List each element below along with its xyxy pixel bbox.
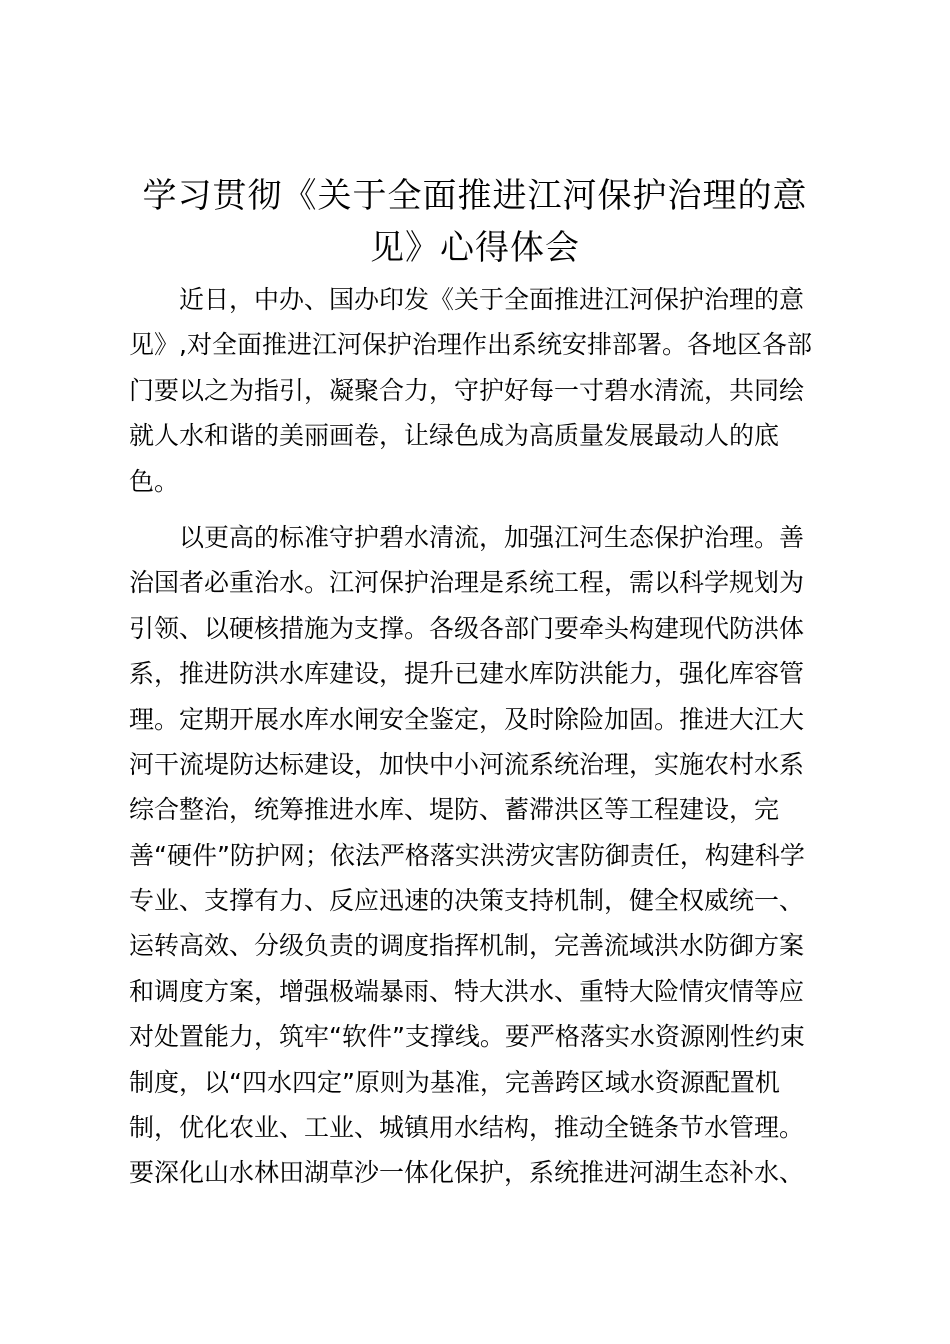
- paragraph-line: 制度，以“四水四定”原则为基准，完善跨区域水资源配置机: [129, 1067, 780, 1097]
- paragraph-line: 善“硬件”防护网；依法严格落实洪涝灾害防御责任，构建科学: [129, 840, 805, 870]
- paragraph-line: 治国者必重治水。江河保护治理是系统工程，需以科学规划为: [129, 568, 805, 598]
- paragraph-spacer: [129, 504, 829, 515]
- title-line: 见》心得体会: [370, 228, 580, 268]
- document-body: [129, 277, 829, 1196]
- paragraph-line: 和调度方案，增强极端暴雨、特大洪水、重特大险情灾情等应: [129, 976, 805, 1006]
- paragraph-line: 见》,对全面推进江河保护治理作出系统安排部署。各地区各部: [129, 330, 812, 360]
- paragraph-line: 综合整治，统筹推进水库、堤防、蓄滞洪区等工程建设，完: [129, 795, 780, 825]
- paragraph-line: 理。定期开展水库水闸安全鉴定，及时除险加固。推进大江大: [129, 704, 805, 734]
- paragraph-1: [129, 277, 829, 504]
- paragraph-line: 就人水和谐的美丽画卷，让绿色成为高质量发展最动人的底: [129, 421, 780, 451]
- paragraph-line: 对处置能力，筑牢“软件”支撑线。要严格落实水资源刚性约束: [129, 1022, 805, 1052]
- paragraph-line: 门要以之为指引，凝聚合力，守护好每一寸碧水清流，共同绘: [129, 375, 805, 405]
- paragraph-line: 系，推进防洪水库建设，提升已建水库防洪能力，强化库容管: [129, 659, 805, 689]
- paragraph-line: 专业、支撑有力、反应迅速的决策支持机制，健全权威统一、: [129, 886, 805, 916]
- paragraph-line: 河干流堤防达标建设，加快中小河流系统治理，实施农村水系: [129, 749, 805, 779]
- paragraph-2: [129, 515, 829, 1196]
- paragraph-line: 以更高的标准守护碧水清流，加强江河生态保护治理。善: [179, 522, 805, 552]
- paragraph-line: 要深化山水林田湖草沙一体化保护，系统推进河湖生态补水、: [129, 1158, 805, 1188]
- paragraph-line: 色。: [129, 466, 180, 496]
- document-title: [130, 170, 820, 274]
- title-line: 学习贯彻《关于全面推进江河保护治理的意: [142, 176, 808, 216]
- paragraph-line: 引领、以硬核措施为支撑。各级各部门要牵头构建现代防洪体: [129, 613, 805, 643]
- paragraph-line: 制，优化农业、工业、城镇用水结构，推动全链条节水管理。: [129, 1113, 805, 1143]
- paragraph-line: 运转高效、分级负责的调度指挥机制，完善流域洪水防御方案: [129, 931, 805, 961]
- paragraph-line: 近日，中办、国办印发《关于全面推进江河保护治理的意: [179, 285, 805, 314]
